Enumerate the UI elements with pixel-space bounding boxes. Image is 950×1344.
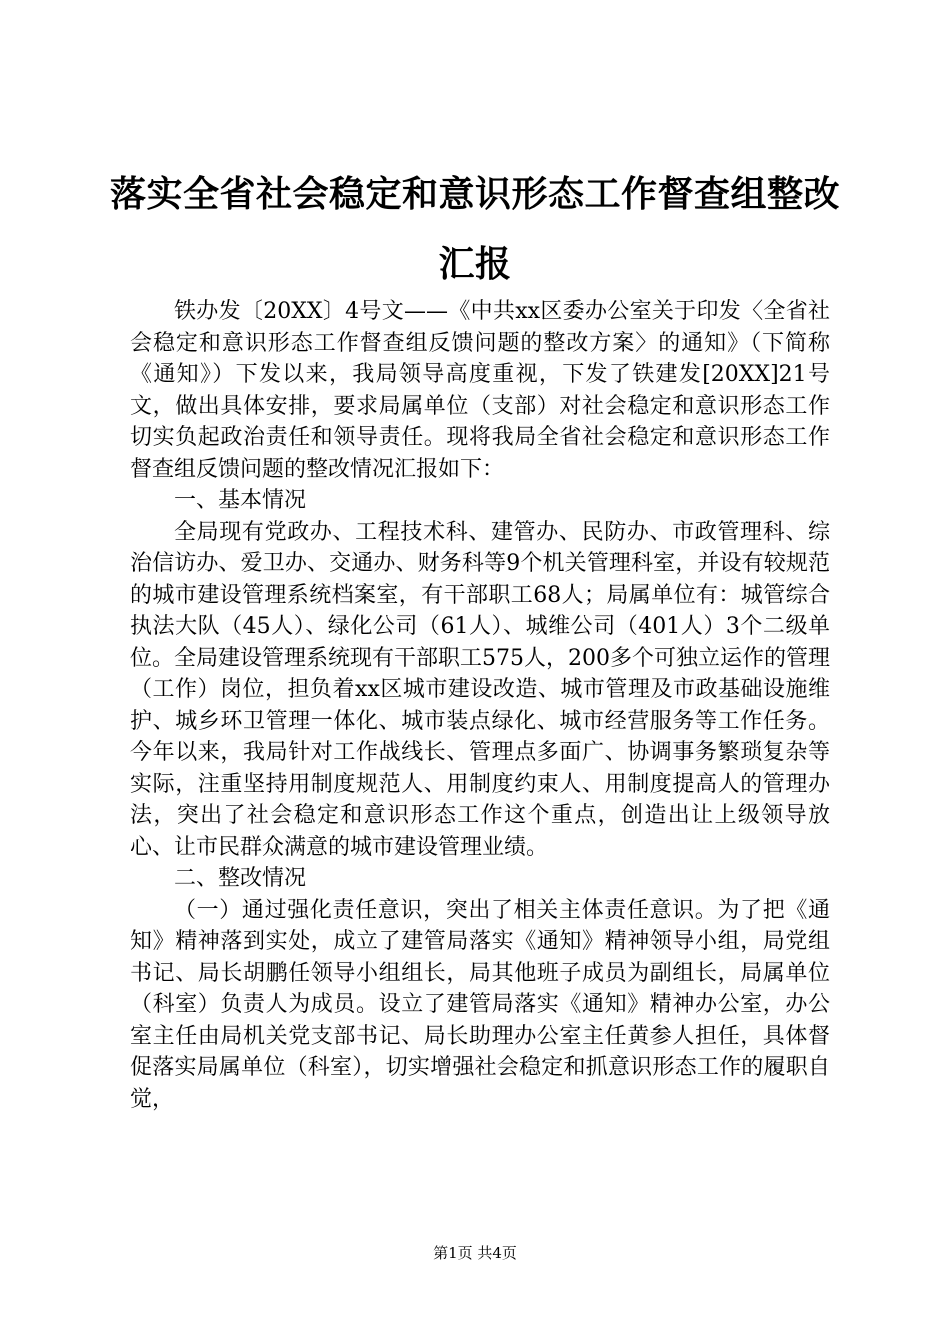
section-heading-basic: 一、基本情况 (174, 488, 307, 513)
document-title: 落实全省社会稳定和意识形态工作督查组整改汇报 (110, 174, 841, 285)
document-body (130, 296, 830, 1115)
rectification-paragraph: （一）通过强化责任意识，突出了相关主体责任意识。为了把《通知》精神落到实处，成立了建管局落实《通知》精神领导小组，局党组书记、局长胡鹏任领导小组组长，局其他班子成员为副组长，局属单位（科室）负责人为成员。设立了建管局落实《通知》精神办公室，办公室主任由局机关党支部书记、局长助理办公室主任黄参人担任，具体督促落实局属单位（科室），切实增强社会稳定和抓意识形态工作的履职自觉， (130, 897, 830, 1112)
page-number-footer: 第1页 共4页 (433, 1244, 517, 1262)
section-heading-rectification: 二、整改情况 (174, 866, 307, 891)
basic-info-paragraph: 全局现有党政办、工程技术科、建管办、民防办、市政管理科、综治信访办、爱卫办、交通办、财务科等9个机关管理科室，并设有较规范的城市建设管理系统档案室，有干部职工68人；局属单位有：城管综合执法大队（45人）、绿化公司（61人）、城维公司（401人）3个二级单位。全局建设管理系统现有干部职工575人，200多个可独立运作的管理（工作）岗位，担负着xx区城市建设改造、城市管理及市政基础设施维护、城乡环卫管理一体化、城市装点绿化、城市经营服务等工作任务。今年以来，我局针对工作战线长、管理点多面广、协调事务繁琐复杂等实际，注重坚持用制度规范人、用制度约束人、用制度提高人的管理办法，突出了社会稳定和意识形态工作这个重点，创造出让上级领导放心、让市民群众满意的城市建设管理业绩。 (130, 519, 830, 860)
intro-paragraph: 铁办发〔20XX〕4号文——《中共xx区委办公室关于印发〈全省社会稳定和意识形态工作督查组反馈问题的整改方案〉的通知》（下简称《通知》）下发以来，我局领导高度重视，下发了铁建发[20XX]21号文，做出具体安排，要求局属单位（支部）对社会稳定和意识形态工作切实负起政治责任和领导责任。现将我局全省社会稳定和意识形态工作督查组反馈问题的整改情况汇报如下： (130, 299, 830, 482)
